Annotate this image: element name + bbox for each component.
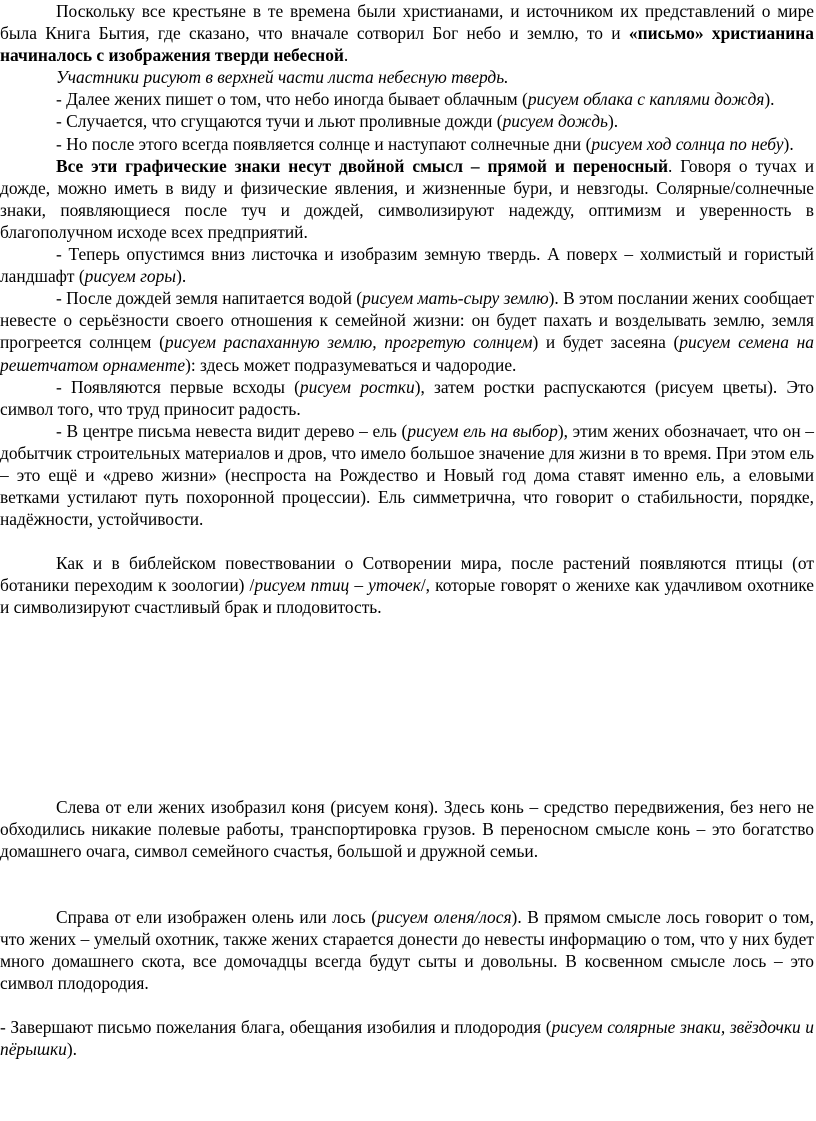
paragraph-text: Поскольку все крестьяне в те времена были христианами, и источником их представлений о мире была Книга Бытия, где сказано, что вначале сотворил Бог небо и землю, то и [0,1,814,44]
blank-line [0,994,814,1016]
paragraph-text: ): здесь может подразумеваться и чадородие. [185,354,517,375]
blank-space [0,619,814,796]
paragraph-moose [0,906,814,994]
paragraph-text: Как и в библейском повествовании о Сотворении мира, после растений появляются птицы (от ботаники переходим к зоологии) / [0,553,814,596]
paragraph-text: - Теперь опустимся вниз листочка и изобразим земную твердь. А поверх – холмистый и гористый ландшафт ( [0,244,814,287]
blank-space [0,862,814,906]
paragraph-horse: Слева от ели жених изобразил коня (рисуем коня). Здесь конь – средство передвижения, без него не обходились никакие полевые работы, транспортировка грузов. В переносном смысле конь – это богатство домашнего очага, символ семейного счастья, большой и дружной семьи. [0,796,814,861]
paragraph-text: - После дождей земля напитается водой ( [56,288,363,309]
paragraph-text: . [343,45,349,66]
paragraph-birds [0,552,814,618]
paragraph-spruce [0,420,814,530]
paragraph-sun [0,133,814,155]
paragraph-clouds [0,88,814,110]
paragraph-text: - Но после этого всегда появляется солнце и наступают солнечные дни ( [56,133,592,154]
paragraph-text: ). [66,1039,77,1060]
italic-instruction: рисуем мать-сыру землю [362,288,549,309]
italic-instruction: рисуем птиц – уточек [254,575,421,596]
paragraph-double-meaning [0,155,814,243]
italic-instruction: рисуем ростки [299,376,415,397]
paragraph-intro [0,0,814,66]
paragraph-text: - Далее жених пишет о том, что небо иногда бывает облачным ( [56,89,528,110]
paragraph-text: Справа от ели изображен олень или лось ( [56,906,378,927]
bold-phrase: Все эти графические знаки несут двойной смысл – прямой и переносный [56,155,669,176]
paragraph-text: - Завершают письмо пожелания блага, обещания изобилия и плодородия ( [0,1017,552,1038]
paragraph-text: ), затем ростки распускаются (рисуем цветы). Это символ того, что труд приносит радость. [0,376,814,419]
paragraph-mountains [0,243,814,287]
paragraph-text: ). [783,133,794,154]
paragraph-text: ). [607,111,619,132]
paragraph-instruction [0,66,814,88]
paragraph-earth [0,287,814,375]
italic-instruction: рисуем солярные знаки, звёздочки и пёрышки [0,1017,815,1060]
paragraph-text: ). [176,266,187,287]
italic-instruction: рисуем дождь [502,111,608,132]
italic-instruction: рисуем ель на выбор [407,420,558,441]
italic-instruction: рисуем семена на решетчатом орнаменте [0,332,815,375]
paragraph-text: ). В прямом смысле лось говорит о том, что жених – умелый охотник, также жених старается донести до невесты информацию о том, что у них будет много домашнего скота, все домочадцы всегда будут сыты и довольны. В косвенном смысле лось – это символ плодородия. [0,906,814,994]
paragraph-text: /, которые говорят о женихе как удачливом охотнике и символизируют счастливый брак и плодовитость. [0,575,814,618]
italic-instruction: рисуем оленя/лося [377,906,512,927]
paragraph-text: . Говоря о тучах и дожде, можно иметь в виду и физические явления, и жизненные бури, и невзгоды. Солярные/солнечные знаки, появляющиеся после туч и дождей, символизируют надежду, оптимизм и уверенность в благополучном исходе всех предприятий. [0,155,814,242]
paragraph-text: ). В этом послании жених сообщает невесте о серьёзности своего отношения к семейной жизни: он будет пахать и возделывать землю, земля прогреется солнцем ( [0,288,814,353]
bold-phrase: «письмо» христианина начиналось с изображения тверди небесной [0,23,814,66]
italic-instruction: рисуем распаханную землю, прогретую солнцем [164,332,533,353]
blank-line [0,530,814,552]
italic-instruction: рисуем ход солнца по небу [591,133,784,154]
paragraph-text: - Появляются первые всходы ( [56,376,300,397]
italic-instruction: рисуем облака с каплями дождя [527,89,765,110]
paragraph-sprouts [0,376,814,420]
paragraph-text: ). [764,89,775,110]
paragraph-text: ), этим жених обозначает, что он – добытчик строительных материалов и дров, что имело большое значение для жизни в то время. При этом ель – это ещё и «древо жизни» (неспроста на Рождество и Новый год дома ставят именно ель, а еловыми ветками устилают путь похоронной процессии). Ель симметрична, что говорит о стабильности, порядке, надёжности, устойчивости. [0,420,815,530]
italic-instruction: Участники рисуют в верхней части листа небесную твердь. [56,67,509,88]
paragraph-text: ) и будет засеяна ( [532,332,680,353]
paragraph-text: - В центре письма невеста видит дерево – ель ( [56,420,408,441]
paragraph-closing [0,1016,814,1060]
italic-instruction: рисуем горы [84,266,177,287]
paragraph-rain [0,110,814,132]
paragraph-text: - Случается, что сгущаются тучи и льют проливные дожди ( [56,111,503,132]
